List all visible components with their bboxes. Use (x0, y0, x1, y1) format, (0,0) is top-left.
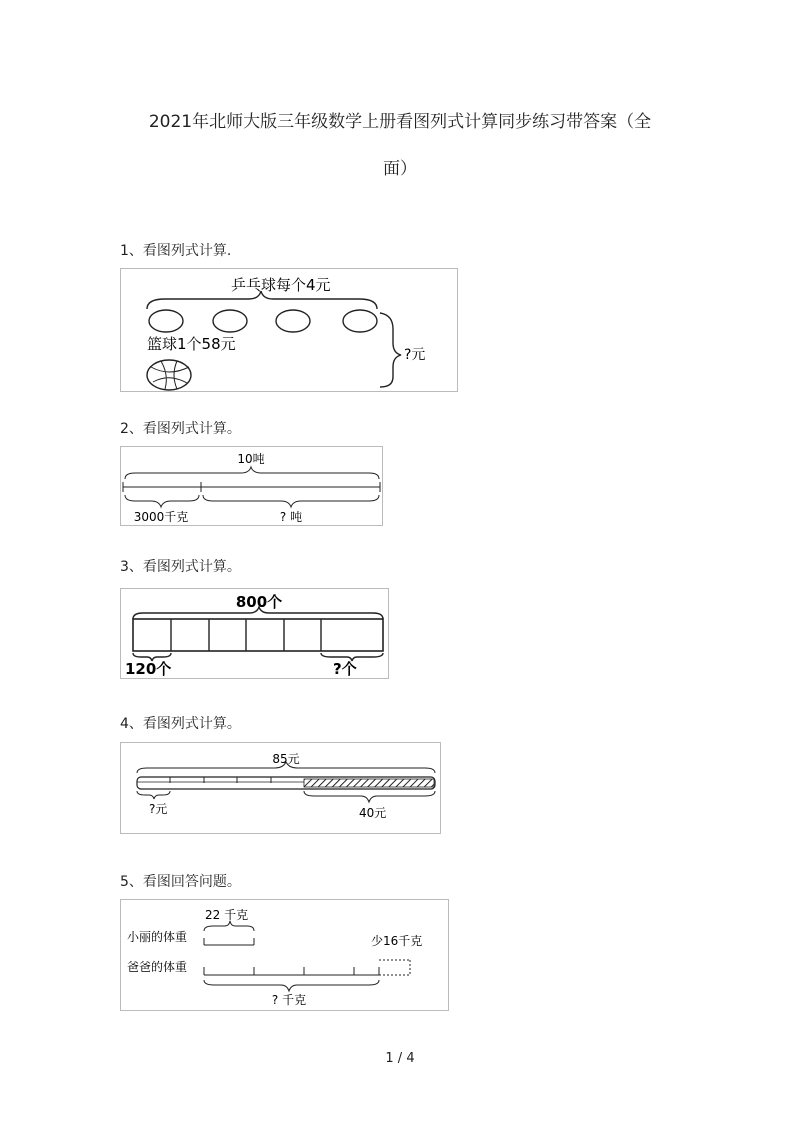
question-3-label: 3、看图列式计算。 (120, 559, 241, 575)
right-brace (380, 313, 401, 387)
question-4-label: 4、看图列式计算。 (120, 716, 241, 732)
items-diagram (121, 589, 388, 678)
ping-pong-ball (213, 310, 247, 332)
ping-pong-ball (343, 310, 377, 332)
tons-diagram (121, 447, 382, 525)
hatched-segment (304, 779, 434, 787)
question-mark-yuan-text: ?元 (404, 347, 426, 363)
question-1-figure (120, 268, 458, 392)
question-5-label: 5、看图回答问题。 (120, 874, 241, 890)
weight-diagram (121, 900, 448, 1010)
question-kg-text: ? 千克 (271, 993, 307, 1007)
question-4-figure (120, 742, 441, 834)
ping-pong-price-text: 乒乓球每个4元 (231, 276, 331, 294)
ping-pong-ball (149, 310, 183, 332)
top-brace (125, 467, 379, 479)
question-2-figure (120, 446, 383, 526)
right-tons-text: ? 吨 (279, 510, 303, 524)
less-label-text: 少16千克 (371, 934, 423, 948)
left-items-text: 120个 (125, 660, 172, 678)
page-title-line1: 2021年北师大版三年级数学上册看图列式计算同步练习带答案（全 (148, 112, 652, 132)
top-brace (133, 607, 383, 619)
basketball-price-text: 篮球1个58元 (147, 335, 236, 353)
money-diagram (121, 743, 440, 833)
top-brace (147, 291, 377, 309)
ping-pong-ball (276, 310, 310, 332)
left-yuan-text: ?元 (149, 802, 168, 816)
left-kg-text: 3000千克 (133, 510, 189, 524)
question-5-figure (120, 899, 449, 1011)
right-items-text: ?个 (333, 660, 357, 678)
small-brace (204, 921, 254, 931)
page-title-line2: 面） (383, 159, 417, 179)
right-yuan-text: 40元 (359, 806, 387, 820)
right-brace (203, 495, 379, 507)
question-2-label: 2、看图列式计算。 (120, 421, 241, 437)
bottom-brace (204, 980, 379, 991)
basketball-icon (147, 360, 191, 390)
total-items-text: 800个 (235, 593, 283, 611)
left-brace (125, 495, 199, 507)
question-3-figure (120, 588, 389, 679)
xiaoli-row-label: 小丽的体重 (127, 930, 188, 944)
question-1-label: 1、看图列式计算. (120, 243, 232, 259)
total-yuan-text: 85元 (272, 752, 300, 766)
ping-pong-basketball-diagram (121, 269, 457, 391)
xiaoli-weight-text: 22 千克 (205, 908, 249, 922)
page-number: 1 / 4 (385, 1051, 415, 1066)
right-brace (304, 791, 435, 802)
total-tons-text: 10吨 (237, 452, 265, 466)
dad-row-label: 爸爸的体重 (127, 960, 188, 974)
left-brace (137, 791, 170, 799)
